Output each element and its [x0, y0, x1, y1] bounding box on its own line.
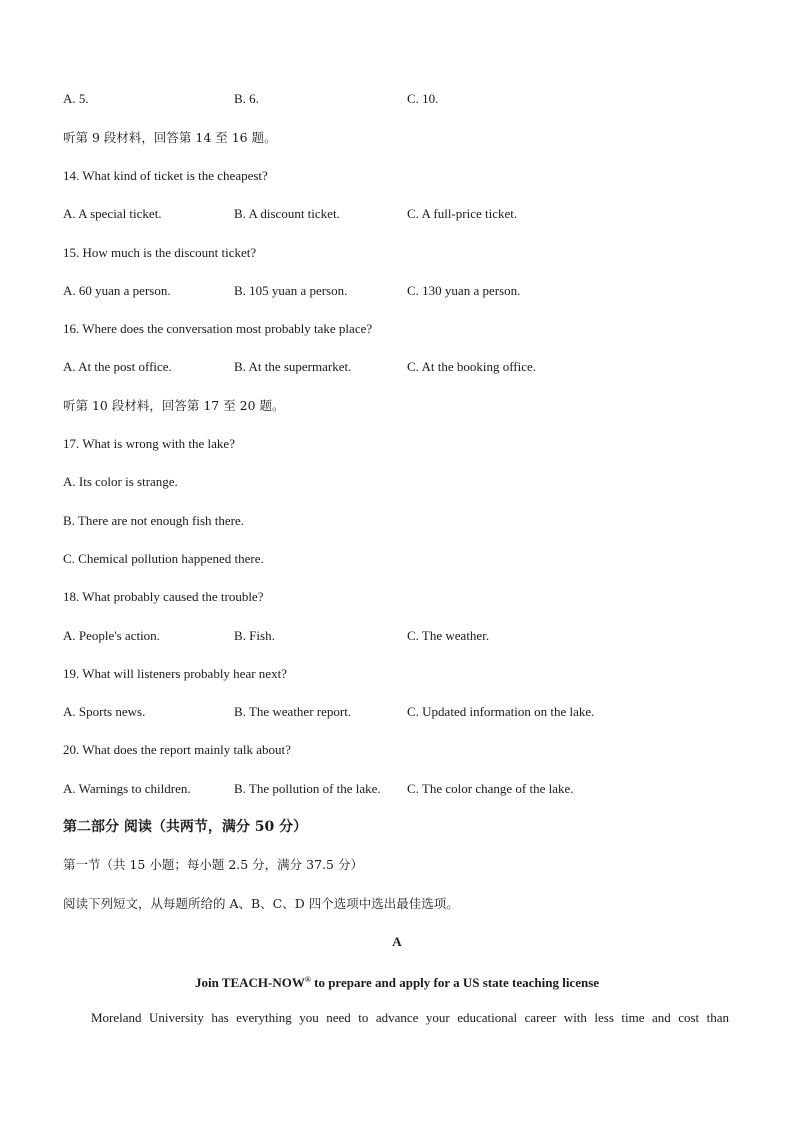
q20-option-a: A. Warnings to children. [63, 781, 191, 796]
part2-heading: 第二部分 阅读（共两节，满分 50 分） [63, 819, 308, 835]
section1-heading: 第一节（共 15 小题；每小题 2.5 分，满分 37.5 分） [63, 857, 363, 872]
q18-question: 18. What probably caused the trouble? [63, 589, 264, 604]
q20-option-c: C. The color change of the lake. [407, 781, 574, 796]
q14-question: 14. What kind of ticket is the cheapest? [63, 168, 268, 183]
q19-question: 19. What will listeners probably hear next? [63, 666, 287, 681]
q13-option-b: B. 6. [234, 91, 259, 106]
q18-option-b: B. Fish. [234, 628, 275, 643]
q13-option-a: A. 5. [63, 91, 89, 106]
passage-title [0, 972, 794, 991]
q14-option-a: A. A special ticket. [63, 206, 162, 221]
q19-option-c: C. Updated information on the lake. [407, 704, 595, 719]
q17-option-a: A. Its color is strange. [63, 474, 178, 489]
q17-option-b: B. There are not enough fish there. [63, 513, 244, 528]
q15-option-c: C. 130 yuan a person. [407, 283, 521, 298]
q16-question: 16. Where does the conversation most probably take place? [63, 321, 373, 336]
registered-mark: ® [304, 975, 311, 984]
q20-option-b: B. The pollution of the lake. [234, 781, 381, 796]
passage-title-rest: to prepare and apply for a US state teaching license [310, 975, 600, 990]
q14-option-b: B. A discount ticket. [234, 206, 340, 221]
q15-option-b: B. 105 yuan a person. [234, 283, 348, 298]
passage-title-main: Join TEACH-NOW [194, 975, 305, 990]
q16-option-c: C. At the booking office. [407, 359, 537, 374]
q18-option-a: A. People's action. [63, 628, 160, 643]
q19-option-b: B. The weather report. [234, 704, 352, 719]
q20-question: 20. What does the report mainly talk about? [63, 742, 291, 757]
q15-question: 15. How much is the discount ticket? [63, 245, 257, 260]
q17-question: 17. What is wrong with the lake? [63, 436, 235, 451]
q19-option-a: A. Sports news. [63, 704, 146, 719]
q18-option-c: C. The weather. [407, 628, 490, 643]
q17-option-c: C. Chemical pollution happened there. [63, 551, 264, 566]
passage-first-line: Moreland University has everything you need to advance your educational career with less time and cost than [91, 1010, 729, 1025]
q14-option-c: C. A full-price ticket. [407, 206, 518, 221]
q13-option-c: C. 10. [407, 91, 439, 106]
passage-label: A [392, 934, 402, 949]
section9-instruction: 听第 9 段材料，回答第 14 至 16 题。 [63, 130, 277, 145]
q16-option-a: A. At the post office. [63, 359, 172, 374]
q16-option-b: B. At the supermarket. [234, 359, 352, 374]
q15-option-a: A. 60 yuan a person. [63, 283, 171, 298]
reading-instruction: 阅读下列短文，从每题所给的 A、B、C、D 四个选项中选出最佳选项。 [63, 896, 459, 911]
section10-instruction: 听第 10 段材料，回答第 17 至 20 题。 [63, 398, 285, 413]
